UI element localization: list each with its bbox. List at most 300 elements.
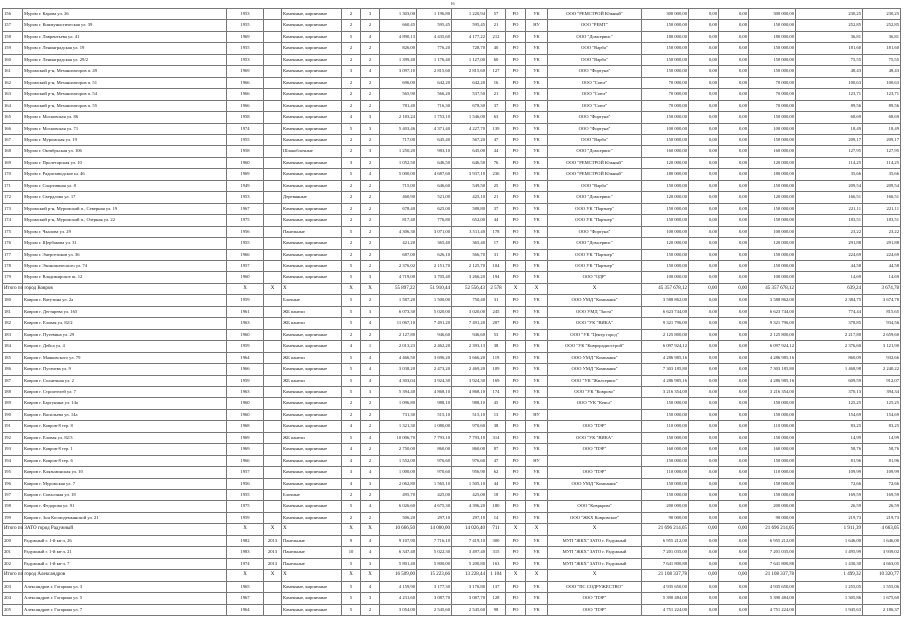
table-cell: Каменные, кирпичные xyxy=(282,180,342,191)
table-cell: 195 xyxy=(3,467,23,478)
table-cell: 6 623 744,00 xyxy=(642,306,689,317)
table-cell: 1969 xyxy=(227,66,264,77)
table-cell: 184 xyxy=(3,341,23,352)
table-cell: 0,00 xyxy=(689,490,719,501)
table-cell: УК xyxy=(526,260,548,271)
table-cell: 2 xyxy=(361,249,380,260)
table-cell: 18,49 xyxy=(796,123,863,134)
table-cell: 1956 xyxy=(227,478,264,489)
table-cell: 150 000,00 xyxy=(642,249,689,260)
table-cell: 150 000,00 xyxy=(749,134,796,145)
table-cell: 2 xyxy=(342,20,361,31)
table-cell: 0,00 xyxy=(719,341,749,352)
table-cell: РО xyxy=(506,100,526,111)
table-cell xyxy=(264,306,282,317)
table-cell: 5 xyxy=(342,260,361,271)
table-cell: 150 000,00 xyxy=(642,455,689,466)
table-cell: X xyxy=(282,283,342,294)
table-cell: 7 201 035,00 xyxy=(642,547,689,558)
table-cell: X xyxy=(526,283,548,294)
table-cell: РО xyxy=(506,364,526,375)
table-cell: 2 384,75 xyxy=(796,295,863,306)
table-cell: ООО "РЕМСТРОЙ Южный" xyxy=(548,9,642,20)
table-cell: X xyxy=(361,524,380,535)
table-cell: 0,00 xyxy=(689,89,719,100)
table-cell: РО xyxy=(506,547,526,558)
table-cell: 45 357 678,12 xyxy=(749,283,796,294)
table-cell: 3 xyxy=(361,146,380,157)
table-cell: 150 000,00 xyxy=(749,54,796,65)
table-cell: 212 xyxy=(487,31,506,42)
table-cell: 394,34 xyxy=(863,386,901,397)
table-cell: 3 054,00 xyxy=(380,604,417,615)
table-cell: 5 xyxy=(342,501,361,512)
table-cell: 0,00 xyxy=(719,249,749,260)
table-cell: 180 000,00 xyxy=(749,169,796,180)
table-cell: 14,99 xyxy=(796,432,863,443)
table-cell: 123,71 xyxy=(796,89,863,100)
table-cell: 166,51 xyxy=(796,192,863,203)
table-cell: РО xyxy=(506,295,526,306)
table-cell: 1 321,30 xyxy=(380,421,417,432)
table-cell: 3 588 862,00 xyxy=(749,295,796,306)
table-cell: Панельные xyxy=(282,535,342,546)
table-cell: 1955 xyxy=(227,20,264,31)
table-cell: Муром г. Экономического ул. 74 xyxy=(23,260,227,271)
table-cell: 4 371,40 xyxy=(417,123,452,134)
table-cell: Каменные, кирпичные xyxy=(282,100,342,111)
table-cell: Каменные, кирпичные xyxy=(282,20,342,31)
table-cell: ООО "РЕМСТРОЙ Южный" xyxy=(548,157,642,168)
table-cell: 646,50 xyxy=(452,157,487,168)
table-cell: 934,56 xyxy=(863,318,901,329)
table-cell: 1 555,06 xyxy=(863,581,901,592)
table-cell: Каменные, кирпичные xyxy=(282,9,342,20)
table-cell: 2 125,70 xyxy=(452,260,487,271)
table-cell: 6 097 924,12 xyxy=(749,341,796,352)
table-cell: 150 000,00 xyxy=(749,20,796,31)
table-cell: 300 xyxy=(487,535,506,546)
table-cell: 1955 xyxy=(227,490,264,501)
table-cell: 90 000,00 xyxy=(749,512,796,523)
table-cell: 10 320,77 xyxy=(863,570,901,581)
table-cell: 38 xyxy=(487,341,506,352)
table-cell: 1955 xyxy=(227,238,264,249)
table-cell: УК xyxy=(526,432,548,443)
table-cell: Александров г. Гагарина ул. 7 xyxy=(23,604,227,615)
table-cell: 970,60 xyxy=(452,421,487,432)
table-cell xyxy=(264,169,282,180)
table-cell: 1968 xyxy=(227,421,264,432)
table-cell: 4 xyxy=(342,478,361,489)
table-cell: 10 xyxy=(342,547,361,558)
table-cell: УК xyxy=(526,501,548,512)
table-cell: 3 674,78 xyxy=(863,283,901,294)
table-cell: 0,00 xyxy=(719,604,749,615)
table-cell: 150 000,00 xyxy=(749,398,796,409)
table-cell: Ковров г. Ковров-8 тер. 8 xyxy=(23,421,227,432)
table-cell: 1959 xyxy=(227,512,264,523)
table-row xyxy=(3,341,901,352)
table-cell: УК xyxy=(526,249,548,260)
table-cell: 100 000,00 xyxy=(749,226,796,237)
table-cell: 236 xyxy=(487,169,506,180)
table-cell: РО xyxy=(506,318,526,329)
table-cell: 1974 xyxy=(227,123,264,134)
table-cell: 5 xyxy=(342,169,361,180)
table-cell: 4 xyxy=(342,112,361,123)
table-cell: 7 716,10 xyxy=(417,535,452,546)
table-cell: 3 674,78 xyxy=(863,295,901,306)
table-row xyxy=(3,215,901,226)
table-cell: 0,00 xyxy=(719,295,749,306)
table-cell: Итого по город Ковров xyxy=(3,283,23,294)
table-cell: 0,00 xyxy=(689,455,719,466)
table-cell: Радужный г. 1-й кв-л, 21 xyxy=(23,547,227,558)
table-cell: УК xyxy=(526,512,548,523)
table-cell: 1969 xyxy=(227,444,264,455)
table-cell: 35,66 xyxy=(863,169,901,180)
table-cell: 2 151,70 xyxy=(417,260,452,271)
table-cell: ЖБ панели xyxy=(282,306,342,317)
table-cell: 150 000,00 xyxy=(642,54,689,65)
table-cell: 3 xyxy=(361,593,380,604)
table-cell: РО xyxy=(506,386,526,397)
table-row xyxy=(3,146,901,157)
table-cell: УК xyxy=(526,123,548,134)
table-cell: 160 000,00 xyxy=(749,444,796,455)
table-cell: 36,81 xyxy=(796,31,863,42)
table-cell: 0,00 xyxy=(719,192,749,203)
table-cell: 100 000,00 xyxy=(642,272,689,283)
table-cell xyxy=(264,100,282,111)
table-cell: 370,13 xyxy=(796,386,863,397)
table-cell: 120 000,00 xyxy=(749,192,796,203)
table-cell: ЖБ панели xyxy=(282,375,342,386)
table-cell: Ковров г. Маяковского ул. 79 xyxy=(23,352,227,363)
table-cell: 4 306,30 xyxy=(380,226,417,237)
table-cell: 5 xyxy=(342,306,361,317)
table-cell: РО xyxy=(506,306,526,317)
table-cell: 1 196,80 xyxy=(417,9,452,20)
table-cell: НУ xyxy=(526,409,548,420)
table-cell: 4 xyxy=(361,581,380,592)
table-cell: 14,69 xyxy=(796,272,863,283)
table-cell: 1955 xyxy=(227,134,264,145)
table-cell: 1959 xyxy=(227,341,264,352)
table-cell: 0,00 xyxy=(719,467,749,478)
table-cell: 3 xyxy=(361,306,380,317)
table-cell: X xyxy=(548,570,642,581)
table-cell: 60 xyxy=(487,54,506,65)
table-row xyxy=(3,31,901,42)
table-cell: ООО УК "Партнер" xyxy=(548,249,642,260)
table-cell: 4 177,22 xyxy=(452,31,487,42)
table-cell: 5 xyxy=(342,386,361,397)
table-cell: РО xyxy=(506,512,526,523)
table-cell: 1 xyxy=(361,341,380,352)
table-cell: 181 xyxy=(3,306,23,317)
table-cell: 75,55 xyxy=(863,54,901,65)
table-cell xyxy=(264,501,282,512)
table-cell: УК xyxy=(526,215,548,226)
table-cell: 425,00 xyxy=(452,490,487,501)
table-cell: 1949 xyxy=(227,180,264,191)
table-cell: 1966 xyxy=(227,455,264,466)
table-cell: 3 705,40 xyxy=(417,272,452,283)
table-cell: 1961 xyxy=(227,306,264,317)
table-cell: 37 xyxy=(487,100,506,111)
table-cell: ООО "Фортуна" xyxy=(548,123,642,134)
table-cell xyxy=(264,77,282,88)
table-row xyxy=(3,43,901,54)
table-cell: 1955 xyxy=(227,43,264,54)
table-cell: 150 000,00 xyxy=(642,215,689,226)
table-cell: УК xyxy=(526,238,548,249)
table-cell: УК xyxy=(526,535,548,546)
table-cell: УК xyxy=(526,112,548,123)
table-cell: 0,00 xyxy=(719,478,749,489)
table-cell: 150 000,00 xyxy=(749,432,796,443)
table-cell: 2 217,80 xyxy=(796,329,863,340)
table-row xyxy=(3,100,901,111)
table-cell: 23,22 xyxy=(863,226,901,237)
table-cell: 44 xyxy=(487,215,506,226)
table-cell: X xyxy=(227,283,264,294)
table-cell: 5 xyxy=(342,432,361,443)
table-cell: Каменные, кирпичные xyxy=(282,112,342,123)
table-cell: 11 067,10 xyxy=(380,318,417,329)
table-cell: Каменные, кирпичные xyxy=(282,260,342,271)
table-cell: X xyxy=(282,524,342,535)
table-cell: 5 200,80 xyxy=(452,558,487,569)
table-cell: 4 719,00 xyxy=(380,272,417,283)
table-cell: 3 939,02 xyxy=(863,547,901,558)
table-cell: Деревянные xyxy=(282,192,342,203)
table-cell: 89,56 xyxy=(796,100,863,111)
table-cell: Муромский р-н, Механизаторов п. 51 xyxy=(23,77,227,88)
table-cell: 5 390 484,00 xyxy=(642,593,689,604)
table-cell: 150 000,00 xyxy=(749,455,796,466)
table-cell xyxy=(264,20,282,31)
table-cell: 5 022,30 xyxy=(417,547,452,558)
table-row xyxy=(3,318,901,329)
table-cell: 3 266,20 xyxy=(452,272,487,283)
table-cell: Каменные, кирпичные xyxy=(282,134,342,145)
table-row xyxy=(3,432,901,443)
table-cell: 2 xyxy=(361,89,380,100)
table-cell: 100 000,00 xyxy=(642,123,689,134)
table-cell: 0,00 xyxy=(689,249,719,260)
table-cell: 36,81 xyxy=(863,31,901,42)
table-cell: 595,45 xyxy=(417,20,452,31)
table-cell: 45 357 678,12 xyxy=(642,283,689,294)
table-cell: 0,00 xyxy=(689,570,719,581)
table-row xyxy=(3,581,901,592)
table-cell: 4 303,04 xyxy=(380,375,417,386)
table-cell: 0,00 xyxy=(719,432,749,443)
table-cell: 0,00 xyxy=(689,283,719,294)
table-cell: РО xyxy=(506,89,526,100)
table-cell: 2 659,60 xyxy=(863,329,901,340)
table-cell: 3 696,20 xyxy=(417,352,452,363)
table-cell: Муром г. Свердлова ул. 17 xyxy=(23,192,227,203)
table-cell: 537,50 xyxy=(452,89,487,100)
table-cell: ООО "ЖКХ Ковровское" xyxy=(548,512,642,523)
table-row xyxy=(3,169,901,180)
table-cell: 0,00 xyxy=(719,318,749,329)
table-cell: 157 xyxy=(3,20,23,31)
table-cell: ООО "ПЭР" xyxy=(548,593,642,604)
table-cell: 201 xyxy=(3,547,23,558)
table-cell: 728,70 xyxy=(452,43,487,54)
table-cell: УК xyxy=(526,604,548,615)
table-cell: 4 286 985,16 xyxy=(749,352,796,363)
table-cell: Каменные, кирпичные xyxy=(282,66,342,77)
table-cell: Каменные, кирпичные xyxy=(282,341,342,352)
table-cell: 221,11 xyxy=(796,203,863,214)
table-cell: 4 935 650,00 xyxy=(749,581,796,592)
table-cell: 197 xyxy=(3,490,23,501)
housing-register-table xyxy=(2,8,901,616)
table-cell: 175 xyxy=(3,226,23,237)
table-cell: 150 000,00 xyxy=(642,180,689,191)
table-cell: 0,00 xyxy=(719,272,749,283)
table-row xyxy=(3,490,901,501)
table-cell: 1963 xyxy=(227,386,264,397)
table-cell: 2 xyxy=(342,9,361,20)
table-cell: 0,00 xyxy=(719,535,749,546)
table-cell: 35,66 xyxy=(796,169,863,180)
table-cell: X xyxy=(342,570,361,581)
table-cell: 2 xyxy=(361,444,380,455)
table-cell: 2 xyxy=(361,157,380,168)
table-cell xyxy=(264,66,282,77)
table-cell: НУ xyxy=(526,455,548,466)
table-row xyxy=(3,375,901,386)
table-cell: Муром г. Спортивная ул. 8 xyxy=(23,180,227,191)
table-cell: 0,00 xyxy=(719,570,749,581)
table-cell: 0,00 xyxy=(689,432,719,443)
table-cell: 3 497,40 xyxy=(452,547,487,558)
table-cell: 0,00 xyxy=(689,54,719,65)
table-row xyxy=(3,386,901,397)
table-cell: 68,69 xyxy=(796,112,863,123)
table-cell: 181,60 xyxy=(796,43,863,54)
table-cell: 4 286 985,16 xyxy=(749,375,796,386)
table-cell: 2 xyxy=(342,203,361,214)
table-cell: 72,66 xyxy=(863,478,901,489)
table-cell: РО xyxy=(506,444,526,455)
table-cell: 0,00 xyxy=(719,112,749,123)
table-cell: 44 xyxy=(487,146,506,157)
table-cell: 946,60 xyxy=(417,329,452,340)
table-cell: 2 xyxy=(342,134,361,145)
table-cell: РО xyxy=(506,215,526,226)
table-cell: 170 xyxy=(3,169,23,180)
table-cell: Каменные, кирпичные xyxy=(282,604,342,615)
table-cell: 150 000,00 xyxy=(749,409,796,420)
table-cell: 2013 xyxy=(264,535,282,546)
table-cell: 1 080,00 xyxy=(417,421,452,432)
table-cell: 1 495,99 xyxy=(796,547,863,558)
table-cell: X xyxy=(227,524,264,535)
table-cell: 3 xyxy=(361,272,380,283)
table-cell: 1982 xyxy=(227,535,264,546)
table-cell: 970,60 xyxy=(417,467,452,478)
table-cell: 5 xyxy=(342,581,361,592)
table-cell: 365,40 xyxy=(417,238,452,249)
table-cell: 18,49 xyxy=(863,123,901,134)
table-cell: Радужный г. 1-й кв-л, 26 xyxy=(23,535,227,546)
table-cell: 2 xyxy=(361,203,380,214)
table-cell: 14 000,00 xyxy=(417,524,452,535)
table-cell: 1953 xyxy=(227,54,264,65)
table-row xyxy=(3,409,901,420)
table-cell: 9 xyxy=(342,535,361,546)
table-cell: 5 xyxy=(342,318,361,329)
table-cell: 87 xyxy=(487,444,506,455)
table-cell: 2 xyxy=(342,512,361,523)
table-cell: X xyxy=(548,524,642,535)
table-cell: ООО "Союз" xyxy=(548,77,642,88)
table-row xyxy=(3,249,901,260)
table-cell: РО xyxy=(506,421,526,432)
table-cell: УК xyxy=(526,306,548,317)
table-cell: 717,00 xyxy=(380,134,417,145)
table-cell: 110 000,00 xyxy=(749,421,796,432)
table-cell: Панельные xyxy=(282,226,342,237)
table-cell: 4 935 650,00 xyxy=(642,581,689,592)
table-cell: X xyxy=(506,570,526,581)
table-cell: 70 000,00 xyxy=(642,77,689,88)
table-cell: 51 910,44 xyxy=(417,283,452,294)
table-cell: 1 399,40 xyxy=(380,54,417,65)
table-cell: Каменные, кирпичные xyxy=(282,169,342,180)
table-cell: X xyxy=(506,524,526,535)
table-cell: 2 xyxy=(361,421,380,432)
table-cell: 6 955 212,00 xyxy=(642,535,689,546)
table-cell: 10 666,50 xyxy=(380,524,417,535)
table-cell: 4 xyxy=(361,432,380,443)
table-cell: 0,00 xyxy=(719,169,749,180)
table-cell: 2 xyxy=(361,455,380,466)
table-row xyxy=(3,112,901,123)
table-cell: Муром г. Карова ул. 26 xyxy=(23,9,227,20)
table-cell: 1975 xyxy=(227,215,264,226)
table-cell: 189 xyxy=(3,398,23,409)
table-cell: 203 xyxy=(3,581,23,592)
table-cell: X xyxy=(548,283,642,294)
table-cell: МУП "ЖКХ" ЗАТО г. Радужный xyxy=(548,535,642,546)
table-cell: Муром г. Коммунистическая ул. 39 xyxy=(23,20,227,31)
table-cell: ООО "УК "ВИКА" xyxy=(548,318,642,329)
table-cell: 1959 xyxy=(227,375,264,386)
table-cell: 0,00 xyxy=(689,478,719,489)
table-cell: Александров г. Гагарина ул. 5 xyxy=(23,593,227,604)
table-cell: РО xyxy=(506,593,526,604)
table-cell: 187 xyxy=(3,375,23,386)
table-cell: Каменные, кирпичные xyxy=(282,398,342,409)
table-cell: 0,00 xyxy=(689,593,719,604)
table-cell: 183,51 xyxy=(796,215,863,226)
table-cell: 1 303,00 xyxy=(380,9,417,20)
table-cell: 180 000,00 xyxy=(642,31,689,42)
table-cell: РО xyxy=(506,432,526,443)
table-cell: Муром г. Октябрьская ул. 106 xyxy=(23,146,227,157)
table-cell: 2 815,60 xyxy=(417,66,452,77)
table-cell: УК xyxy=(526,375,548,386)
